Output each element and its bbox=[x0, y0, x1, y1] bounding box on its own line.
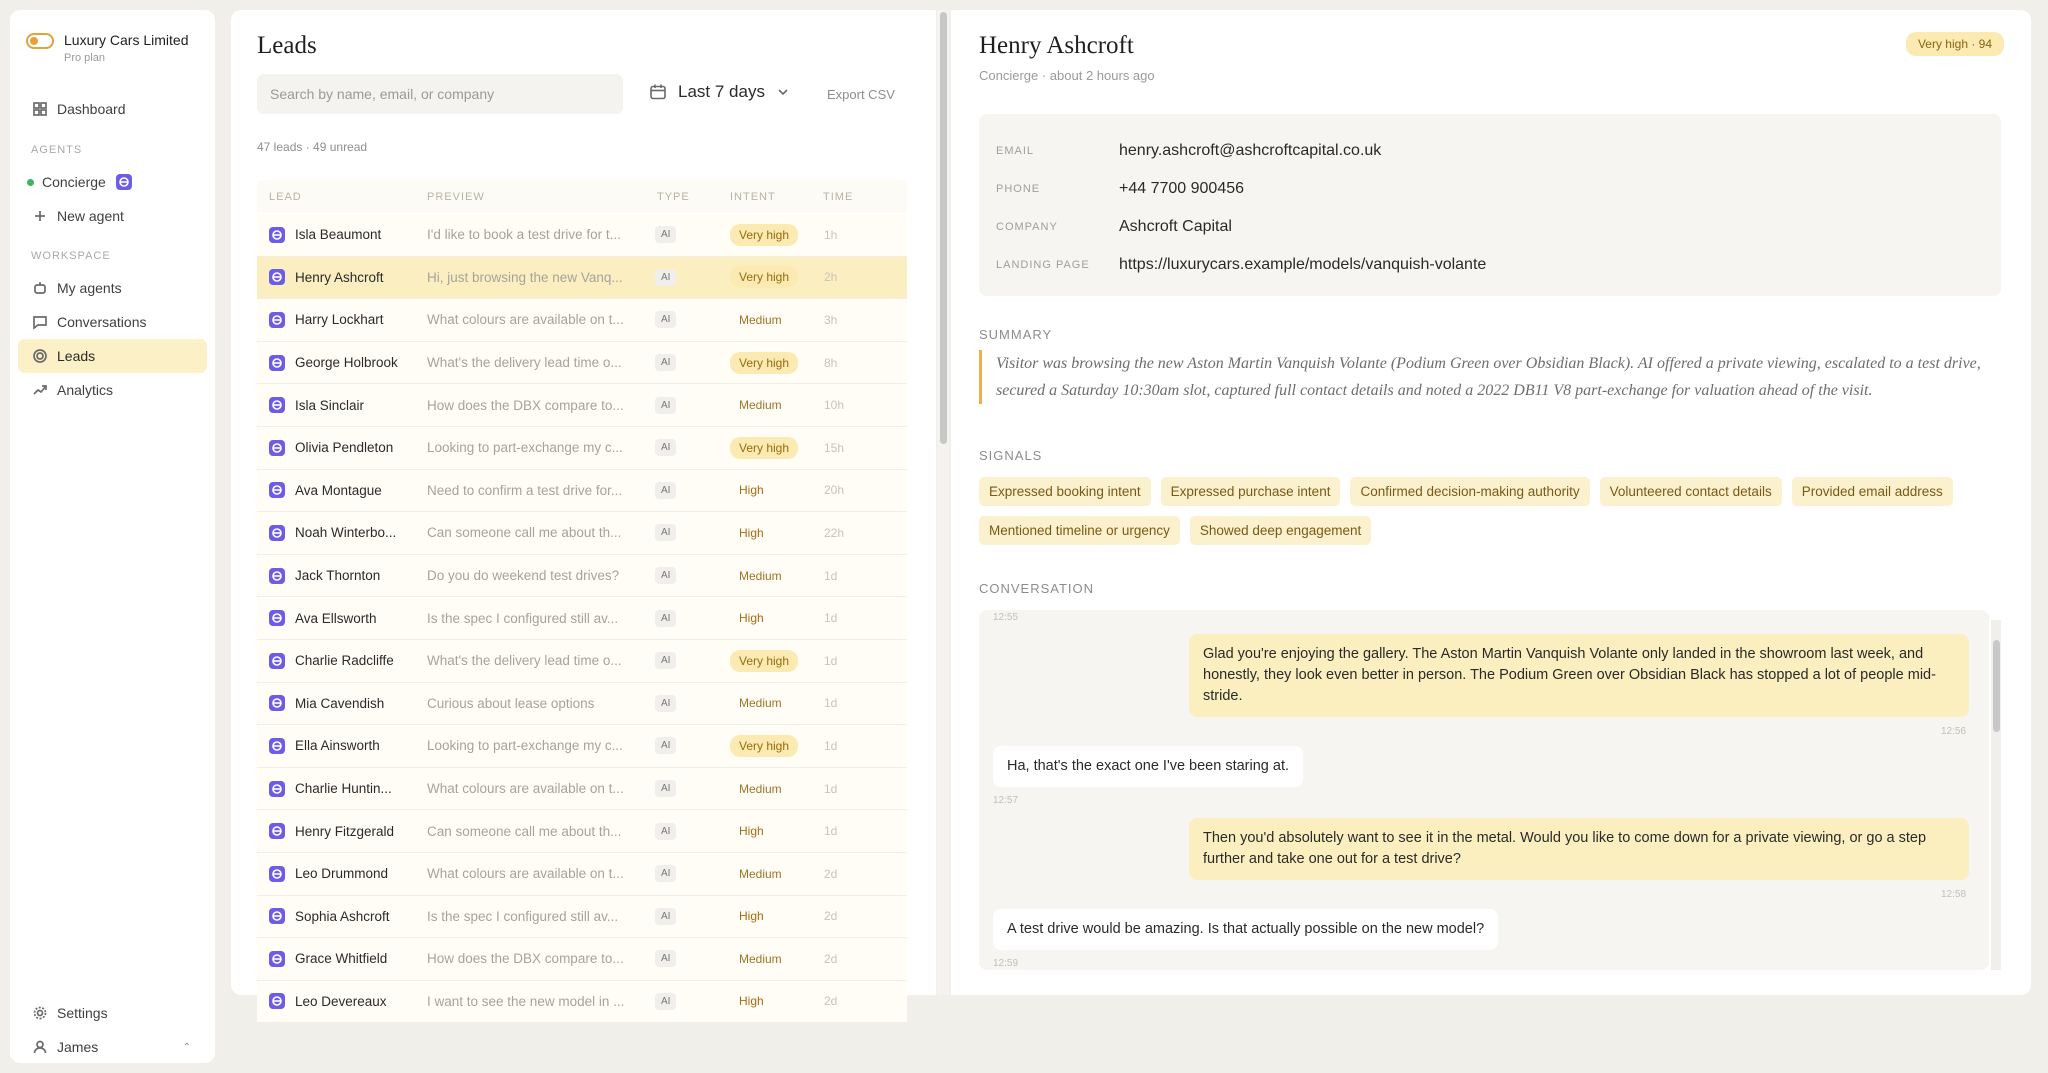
type-badge: AI bbox=[655, 524, 676, 541]
ai-message: Then you'd absolutely want to see it in the metal. Would you like to come down for a private viewing, or go a step further and take one out for a test drive? bbox=[1189, 818, 1969, 880]
leads-scrollbar[interactable] bbox=[937, 10, 949, 995]
user-message: Ha, that's the exact one I've been staring at. bbox=[993, 746, 1303, 787]
type-badge: AI bbox=[655, 993, 676, 1010]
lead-preview: I'd like to book a test drive for t... bbox=[427, 227, 621, 243]
email-value[interactable]: henry.ashcroft@ashcroftcapital.co.uk bbox=[1119, 142, 1382, 159]
lead-time: 2d bbox=[824, 951, 838, 966]
globe-icon bbox=[269, 525, 285, 541]
lead-preview: What colours are available on t... bbox=[427, 312, 624, 328]
intent-badge: High bbox=[739, 611, 764, 626]
table-row[interactable] bbox=[257, 427, 907, 470]
sidebar-item-dashboard[interactable] bbox=[18, 92, 207, 126]
lead-name: Ava Montague bbox=[295, 482, 382, 498]
type-badge: AI bbox=[655, 610, 676, 627]
sidebar-item-label: My agents bbox=[57, 280, 122, 296]
type-badge: AI bbox=[655, 567, 676, 584]
table-row[interactable] bbox=[257, 257, 907, 300]
robot-icon bbox=[32, 280, 48, 296]
lead-name: Charlie Huntin... bbox=[295, 781, 392, 797]
type-badge: AI bbox=[655, 397, 676, 414]
sidebar-item-label: Leads bbox=[57, 348, 96, 364]
table-row[interactable] bbox=[257, 683, 907, 726]
lead-preview: What colours are available on t... bbox=[427, 866, 624, 882]
column-header-type[interactable]: TYPE bbox=[657, 190, 690, 203]
intent-badge: Very high bbox=[730, 735, 798, 757]
sidebar-item-my-agents[interactable] bbox=[18, 271, 207, 305]
column-header-intent[interactable]: INTENT bbox=[730, 190, 776, 203]
lead-time: 3h bbox=[824, 312, 838, 327]
ai-message: Glad you're enjoying the gallery. The Aston Martin Vanquish Volante only landed in the showroom last week, and honestly, they look even better in person. The Podium Green over Obsidian Black has stopped a lot of people mid-stride. bbox=[1189, 634, 1969, 717]
lead-subtitle: Concierge · about 2 hours ago bbox=[979, 68, 1155, 83]
lead-preview: Can someone call me about th... bbox=[427, 525, 622, 541]
lead-time: 2d bbox=[824, 866, 838, 881]
intent-badge: Medium bbox=[739, 398, 782, 413]
intent-badge: High bbox=[739, 525, 764, 540]
company-value: Ashcroft Capital bbox=[1119, 218, 1232, 235]
calendar-icon bbox=[649, 83, 667, 101]
sidebar-item-label: Settings bbox=[57, 1005, 108, 1021]
lead-preview: Do you do weekend test drives? bbox=[427, 568, 620, 584]
sidebar-item-analytics[interactable] bbox=[18, 373, 207, 407]
signal-chip: Expressed purchase intent bbox=[1161, 477, 1341, 506]
lead-time: 15h bbox=[824, 440, 845, 455]
signal-chip: Confirmed decision-making authority bbox=[1350, 477, 1589, 506]
sidebar bbox=[10, 10, 215, 1063]
table-row[interactable] bbox=[257, 470, 907, 513]
lead-detail-panel bbox=[951, 10, 2031, 995]
chevron-down-icon bbox=[777, 86, 789, 98]
type-badge: AI bbox=[655, 865, 676, 882]
phone-label: PHONE bbox=[996, 183, 1041, 195]
table-row[interactable] bbox=[257, 214, 907, 257]
table-row[interactable] bbox=[257, 512, 907, 555]
lead-name: Charlie Radcliffe bbox=[295, 653, 394, 669]
intent-badge: Medium bbox=[739, 951, 782, 966]
lead-preview: What colours are available on t... bbox=[427, 781, 624, 797]
lead-preview: I want to see the new model in ... bbox=[427, 993, 625, 1009]
phone-value[interactable]: +44 7700 900456 bbox=[1119, 180, 1245, 197]
type-badge: AI bbox=[655, 652, 676, 669]
globe-icon bbox=[269, 653, 285, 669]
gear-icon bbox=[32, 1005, 48, 1021]
message-time: 12:59 bbox=[993, 958, 1019, 969]
lead-time: 1h bbox=[824, 227, 838, 242]
intent-badge: Very high bbox=[730, 224, 798, 246]
message-time: 12:56 bbox=[1941, 726, 1967, 737]
lead-time: 1d bbox=[824, 568, 838, 583]
user-message: A test drive would be amazing. Is that actually possible on the new model? bbox=[993, 909, 1498, 950]
type-badge: AI bbox=[655, 354, 676, 371]
page-title: Leads bbox=[257, 32, 317, 59]
table-row[interactable] bbox=[257, 768, 907, 811]
lead-name: Leo Drummond bbox=[295, 866, 389, 882]
lead-time: 1d bbox=[824, 696, 838, 711]
intent-badge: Medium bbox=[739, 781, 782, 796]
date-range-dropdown[interactable] bbox=[649, 82, 800, 102]
lead-preview: Looking to part-exchange my c... bbox=[427, 738, 623, 754]
table-row[interactable] bbox=[257, 810, 907, 853]
lead-time: 1d bbox=[824, 781, 838, 796]
sidebar-item-label: Conversations bbox=[57, 314, 147, 330]
toggle-logo-icon bbox=[26, 33, 54, 49]
lead-preview: Can someone call me about th... bbox=[427, 823, 622, 839]
lead-preview: Need to confirm a test drive for... bbox=[427, 482, 623, 498]
globe-icon bbox=[116, 174, 132, 190]
company-label: COMPANY bbox=[996, 221, 1058, 233]
landing-page-label: LANDING PAGE bbox=[996, 259, 1090, 271]
intent-badge: Very high bbox=[730, 352, 798, 374]
globe-icon bbox=[269, 397, 285, 413]
lead-name: Isla Beaumont bbox=[295, 227, 382, 243]
lead-time: 2d bbox=[824, 994, 838, 1009]
search-input[interactable] bbox=[257, 74, 623, 114]
globe-icon bbox=[269, 568, 285, 584]
sidebar-item-label: New agent bbox=[57, 208, 124, 224]
lead-time: 10h bbox=[824, 398, 845, 413]
lead-preview: Hi, just browsing the new Vanq... bbox=[427, 269, 623, 285]
type-badge: AI bbox=[655, 780, 676, 797]
signal-chip: Volunteered contact details bbox=[1600, 477, 1782, 506]
type-badge: AI bbox=[655, 311, 676, 328]
trend-icon bbox=[32, 382, 48, 398]
globe-icon bbox=[269, 269, 285, 285]
globe-icon bbox=[269, 823, 285, 839]
lead-name: Jack Thornton bbox=[295, 568, 381, 584]
lead-time: 8h bbox=[824, 355, 838, 370]
lead-name: Olivia Pendleton bbox=[295, 440, 394, 456]
globe-icon bbox=[269, 993, 285, 1009]
contact-info-card bbox=[979, 114, 2001, 296]
user-menu[interactable] bbox=[18, 1030, 207, 1064]
globe-icon bbox=[269, 866, 285, 882]
scrollbar-thumb[interactable] bbox=[940, 12, 947, 444]
sidebar-item-settings[interactable] bbox=[18, 996, 207, 1030]
summary-text: Visitor was browsing the new Aston Martin Vanquish Volante (Podium Green over Obsidian Black). AI offered a private viewing, escalated to a test drive, secured a Saturday 10:30am slot, captured full contact details and noted a 2022 DB11 V8 part-exchange for valuation ahead of the visit. bbox=[979, 350, 2001, 404]
lead-name: Ava Ellsworth bbox=[295, 610, 377, 626]
summary-title: SUMMARY bbox=[979, 327, 1053, 342]
export-csv-button[interactable]: Export CSV bbox=[827, 87, 895, 102]
lead-name: George Holbrook bbox=[295, 355, 398, 371]
sidebar-item-conversations[interactable] bbox=[18, 305, 207, 339]
conversation-thread bbox=[979, 610, 1989, 970]
target-icon bbox=[32, 348, 48, 364]
type-badge: AI bbox=[655, 823, 676, 840]
workspace-section-label: WORKSPACE bbox=[31, 250, 111, 262]
table-row[interactable] bbox=[257, 981, 907, 1024]
brand[interactable] bbox=[26, 22, 189, 64]
lead-time: 22h bbox=[824, 525, 845, 540]
message-time: 12:55 bbox=[993, 612, 1019, 623]
lead-name: Isla Sinclair bbox=[295, 397, 365, 413]
lead-time: 1d bbox=[824, 611, 838, 626]
globe-icon bbox=[269, 610, 285, 626]
type-badge: AI bbox=[655, 950, 676, 967]
globe-icon bbox=[269, 695, 285, 711]
lead-time: 2d bbox=[824, 909, 838, 924]
grid-icon bbox=[32, 101, 48, 117]
intent-badge: High bbox=[739, 824, 764, 839]
column-header-time[interactable]: TIME bbox=[823, 190, 854, 203]
sidebar-item-leads[interactable] bbox=[18, 339, 207, 373]
user-icon bbox=[32, 1039, 48, 1055]
column-header-preview[interactable]: PREVIEW bbox=[427, 190, 485, 203]
table-row[interactable] bbox=[257, 342, 907, 385]
lead-time: 2h bbox=[824, 270, 838, 285]
type-badge: AI bbox=[655, 269, 676, 286]
globe-icon bbox=[269, 908, 285, 924]
table-row[interactable] bbox=[257, 725, 907, 768]
chat-icon bbox=[32, 314, 48, 330]
intent-badge: Medium bbox=[739, 312, 782, 327]
globe-icon bbox=[269, 951, 285, 967]
lead-preview: Is the spec I configured still av... bbox=[427, 908, 619, 924]
lead-time: 1d bbox=[824, 738, 838, 753]
sidebar-item-label: Analytics bbox=[57, 382, 114, 398]
table-row[interactable] bbox=[257, 597, 907, 640]
brand-name: Luxury Cars Limited bbox=[64, 32, 189, 48]
sidebar-item-label: Dashboard bbox=[57, 101, 126, 117]
lead-name: Noah Winterbo... bbox=[295, 525, 397, 541]
lead-name: Ella Ainsworth bbox=[295, 738, 380, 754]
user-name: James bbox=[57, 1039, 99, 1055]
lead-name-title: Henry Ashcroft bbox=[979, 32, 1134, 59]
agents-section-label: AGENTS bbox=[31, 144, 83, 156]
lead-time: 1d bbox=[824, 824, 838, 839]
table-row[interactable] bbox=[257, 896, 907, 939]
lead-preview: What's the delivery lead time o... bbox=[427, 355, 622, 371]
message-time: 12:58 bbox=[1941, 889, 1967, 900]
type-badge: AI bbox=[655, 737, 676, 754]
type-badge: AI bbox=[655, 695, 676, 712]
table-row[interactable] bbox=[257, 938, 907, 981]
lead-name: Leo Devereaux bbox=[295, 993, 387, 1009]
lead-name: Harry Lockhart bbox=[295, 312, 384, 328]
intent-badge: High bbox=[739, 994, 764, 1009]
intent-badge: High bbox=[739, 483, 764, 498]
lead-name: Mia Cavendish bbox=[295, 695, 385, 711]
sidebar-item-label: Concierge bbox=[42, 174, 106, 190]
intent-badge: Medium bbox=[739, 866, 782, 881]
intent-badge: Very high bbox=[730, 650, 798, 672]
intent-badge: Very high bbox=[730, 437, 798, 459]
lead-time: 1d bbox=[824, 653, 838, 668]
type-badge: AI bbox=[655, 908, 676, 925]
lead-counts: 47 leads · 49 unread bbox=[257, 140, 368, 154]
scrollbar-thumb[interactable] bbox=[1993, 640, 2000, 732]
globe-icon bbox=[269, 355, 285, 371]
lead-preview: What's the delivery lead time o... bbox=[427, 653, 622, 669]
plus-icon bbox=[32, 208, 48, 224]
globe-icon bbox=[269, 312, 285, 328]
signal-chip: Showed deep engagement bbox=[1190, 516, 1371, 545]
lead-name: Henry Fitzgerald bbox=[295, 823, 395, 839]
landing-page-link[interactable]: https://luxurycars.example/models/vanquish-volante bbox=[1119, 256, 1487, 273]
column-header-lead[interactable]: LEAD bbox=[269, 190, 302, 203]
signal-chip: Mentioned timeline or urgency bbox=[979, 516, 1180, 545]
lead-preview: How does the DBX compare to... bbox=[427, 397, 624, 413]
conversation-scrollbar[interactable] bbox=[1991, 620, 2001, 970]
brand-plan: Pro plan bbox=[64, 52, 105, 64]
leads-table bbox=[257, 214, 907, 1023]
globe-icon bbox=[269, 227, 285, 243]
intent-badge: Very high bbox=[730, 266, 798, 288]
email-label: EMAIL bbox=[996, 145, 1035, 157]
table-row[interactable] bbox=[257, 299, 907, 342]
intent-badge: Medium bbox=[739, 568, 782, 583]
lead-time: 20h bbox=[824, 483, 845, 498]
table-row[interactable] bbox=[257, 384, 907, 427]
lead-name: Henry Ashcroft bbox=[295, 269, 384, 285]
leads-panel bbox=[231, 10, 936, 1009]
globe-icon bbox=[269, 482, 285, 498]
lead-name: Sophia Ashcroft bbox=[295, 908, 390, 924]
intent-badge: Medium bbox=[739, 696, 782, 711]
intent-badge: High bbox=[739, 909, 764, 924]
type-badge: AI bbox=[655, 439, 676, 456]
lead-preview: Is the spec I configured still av... bbox=[427, 610, 619, 626]
globe-icon bbox=[269, 781, 285, 797]
signals-list bbox=[979, 477, 2009, 545]
globe-icon bbox=[269, 738, 285, 754]
intent-score-badge: Very high · 94 bbox=[1906, 32, 2004, 56]
date-range-value: Last 7 days bbox=[678, 82, 765, 101]
table-row[interactable] bbox=[257, 640, 907, 683]
table-row[interactable] bbox=[257, 555, 907, 598]
table-header bbox=[257, 180, 907, 213]
lead-name: Grace Whitfield bbox=[295, 951, 388, 967]
message-time: 12:57 bbox=[993, 795, 1019, 806]
signal-chip: Expressed booking intent bbox=[979, 477, 1151, 506]
online-status-icon bbox=[27, 179, 34, 186]
chevron-up-icon: ⌃ bbox=[182, 1041, 191, 1053]
lead-preview: How does the DBX compare to... bbox=[427, 951, 624, 967]
lead-preview: Curious about lease options bbox=[427, 695, 595, 711]
lead-preview: Looking to part-exchange my c... bbox=[427, 440, 623, 456]
table-row[interactable] bbox=[257, 853, 907, 896]
new-agent-button[interactable] bbox=[18, 199, 207, 233]
globe-icon bbox=[269, 440, 285, 456]
signal-chip: Provided email address bbox=[1792, 477, 1953, 506]
conversation-title: CONVERSATION bbox=[979, 581, 1095, 596]
sidebar-item-concierge[interactable] bbox=[18, 165, 207, 199]
signals-title: SIGNALS bbox=[979, 448, 1043, 463]
type-badge: AI bbox=[655, 226, 676, 243]
type-badge: AI bbox=[655, 482, 676, 499]
